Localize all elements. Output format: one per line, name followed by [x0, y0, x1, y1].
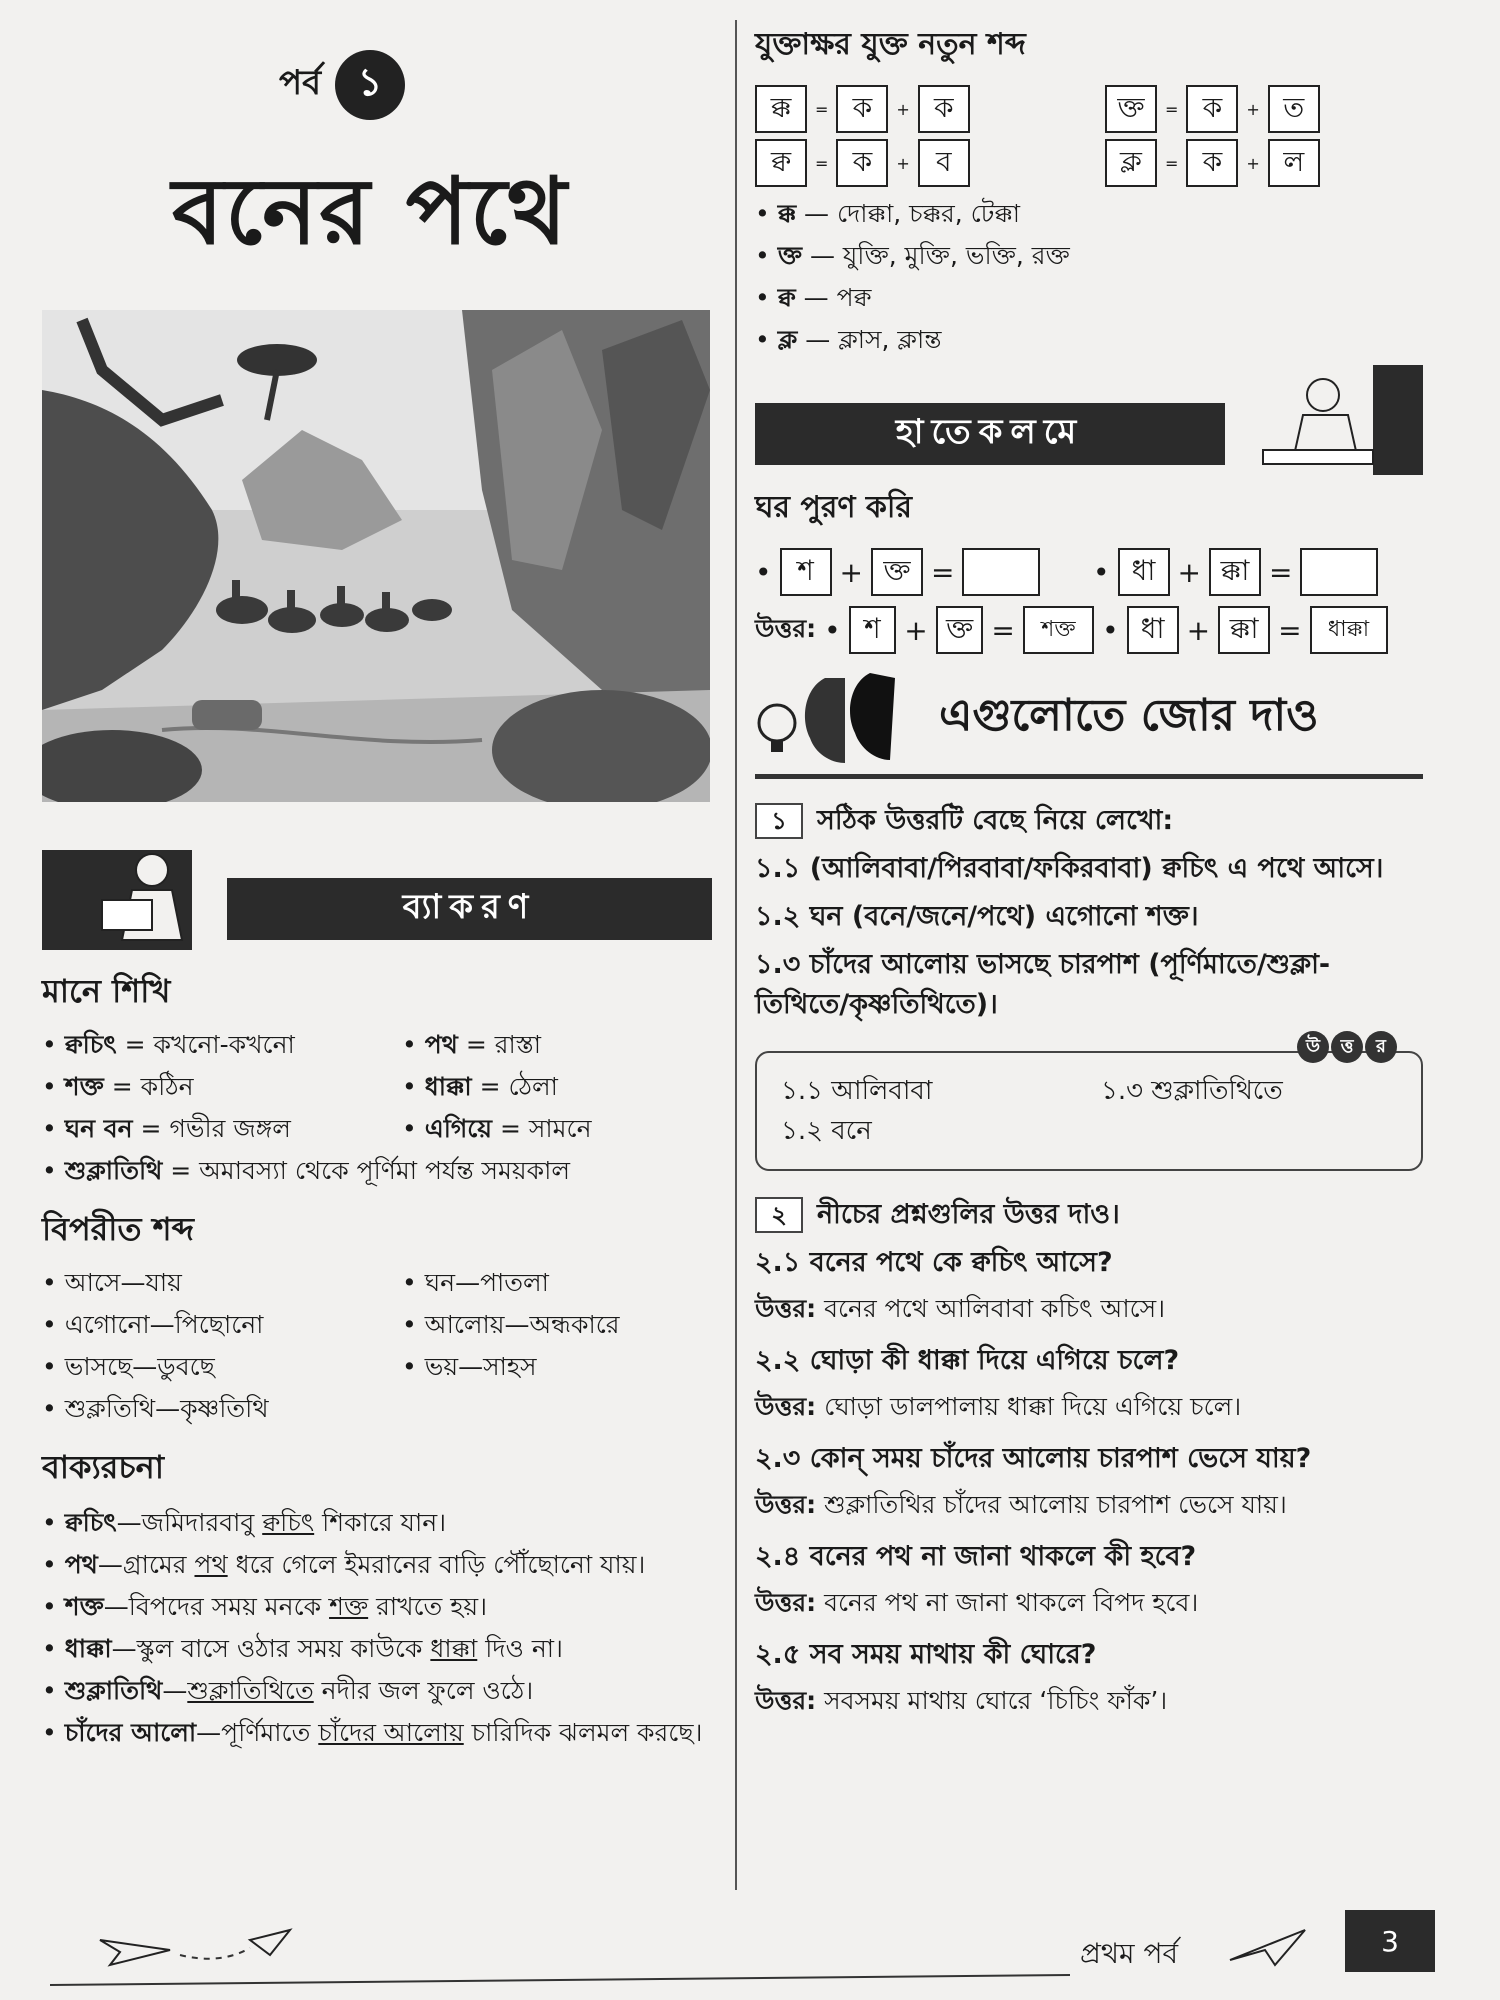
sentence-item: • শুক্লাতিথি—শুক্লাতিথিতে নদীর জল ফুলে ওঠে। [42, 1672, 712, 1710]
meanings-list [42, 1028, 712, 1146]
meaning-item: • শুক্লাতিথি = অমাবস্যা থেকে পূর্ণিমা পর্যন্ত সময়কাল [42, 1154, 712, 1188]
meaning-item: • ক্বচিৎ = কখনো-কখনো [42, 1028, 402, 1062]
sentence-item: • শক্ত—বিপদের সময় মনকে শক্ত রাখতে হয়। [42, 1588, 712, 1626]
column-divider [735, 20, 737, 1890]
footer-label: প্রথম পর্ব [1080, 1937, 1179, 1970]
meaning-item: • ঘন বন = গভীর জঙ্গল [42, 1112, 402, 1146]
meanings-title: মানে শিখি [42, 972, 171, 1010]
antonym-item: • আলোয়—অন্ধকারে [402, 1308, 712, 1342]
sentences-list [42, 1504, 712, 1752]
antonym-item: • ঘন—পাতলা [402, 1266, 712, 1300]
grammar-banner-label: ব্যাকরণ [227, 878, 712, 940]
conjunct-equations [755, 85, 1423, 187]
mcq-question: ১.২ ঘন (বনে/জনে/পথে) এগোনো শক্ত। [755, 901, 1199, 932]
meaning-item: • শক্ত = কঠিন [42, 1070, 402, 1104]
episode-label: পর্ব [278, 62, 321, 103]
short-answer: উত্তর: বনের পথে আলিবাবা কচিৎ আসে। [755, 1294, 1166, 1323]
right-column [755, 20, 1423, 1733]
meaning-item: • এগিয়ে = সামনে [402, 1112, 712, 1146]
lightbulb-heads-icon [755, 668, 925, 768]
section-1-instruction: ১ সঠিক উত্তরটি বেছে নিয়ে লেখো: [755, 801, 1423, 841]
short-question: ২.২ ঘোড়া কী ধাক্কা দিয়ে এগিয়ে চলে? [755, 1345, 1180, 1376]
section-2-instruction: ২ নীচের প্রশ্নগুলির উত্তর দাও। [755, 1195, 1423, 1235]
answer-box [755, 1036, 1423, 1171]
blank-box[interactable] [1300, 548, 1378, 596]
fill-title: ঘর পুরণ করি [755, 490, 913, 525]
blank-box[interactable] [962, 548, 1040, 596]
conjunct-equation: ক্ত = ক + ত [1105, 85, 1405, 133]
fill-exercise: • ধা + ক্কা = [1093, 548, 1378, 596]
meaning-item: • পথ = রাস্তা [402, 1028, 712, 1062]
section-1 [755, 801, 1423, 1171]
reading-boy-icon [42, 840, 212, 950]
sentences-title: বাক্যরচনা [42, 1448, 165, 1486]
fill-exercise-row [755, 548, 1423, 596]
conjunct-example: • ক্ত — যুক্তি, মুক্তি, ভক্তি, রক্ত [755, 237, 1423, 275]
handson-banner [755, 365, 1423, 475]
sentence-item: • ক্বচিৎ—জমিদারবাবু ক্বচিৎ শিকারে যান। [42, 1504, 712, 1542]
sentence-item: • পথ—গ্রামের পথ ধরে গেলে ইমরানের বাড়ি পৌঁছোনো যায়। [42, 1546, 712, 1584]
antonym-item: • ভয়—সাহস [402, 1350, 712, 1384]
left-column [42, 20, 712, 294]
short-answer: উত্তর: বনের পথ না জানা থাকলে বিপদ হবে। [755, 1588, 1199, 1617]
conjunct-equation: ক্ল = ক + ল [1105, 139, 1405, 187]
handson-banner-label: হাতেকলমে [755, 403, 1225, 465]
short-question: ২.১ বনের পথে কে ক্বচিৎ আসে? [755, 1247, 1113, 1278]
episode-number-badge: ১ [335, 50, 405, 120]
answer-tag: উ ত্ত র [1297, 1031, 1397, 1063]
antonym-item: • আসে—যায় [42, 1266, 402, 1300]
conjuncts-title: যুক্তাক্ষর যুক্ত নতুন শব্দ [755, 27, 1026, 62]
answer-item: ১.২ বনে [781, 1116, 872, 1146]
short-question: ২.৪ বনের পথ না জানা থাকলে কী হবে? [755, 1541, 1197, 1572]
meaning-item: • ধাক্কা = ঠেলা [402, 1070, 712, 1104]
conjunct-example: • ক্ল — ক্লাস, ক্লান্ত [755, 321, 1423, 359]
answer-item: ১.১ আলিবাবা [781, 1076, 933, 1106]
paper-plane-icon [1225, 1920, 1315, 1970]
writing-boy-icon [1223, 365, 1423, 475]
antonym-item: • এগোনো—পিছোনো [42, 1308, 402, 1342]
conjunct-example: • ক্ক — দোক্কা, চক্কর, টেক্কা [755, 195, 1423, 233]
page-footer [0, 1900, 1500, 2000]
antonyms-title: বিপরীত শব্দ [42, 1210, 194, 1248]
sentence-item: • ধাক্কা—স্কুল বাসে ওঠার সময় কাউকে ধাক্কা দিও না। [42, 1630, 712, 1668]
sentence-item: • চাঁদের আলো—পূর্ণিমাতে চাঁদের আলোয় চারিদিক ঝলমল করছে। [42, 1714, 712, 1752]
short-question: ২.৫ সব সময় মাথায় কী ঘোরে? [755, 1639, 1097, 1670]
emphasis-header [755, 668, 1423, 779]
short-answer: উত্তর: শুক্লাতিথির চাঁদের আলোয় চারপাশ ভেসে যায়। [755, 1490, 1287, 1519]
forest-path-illustration [42, 310, 710, 802]
fill-answer: • শ + ক্ত = শক্ত [824, 606, 1094, 654]
fill-answer: • ধা + ক্কা = ধাক্কা [1102, 606, 1387, 654]
grammar-section [42, 840, 712, 1756]
fill-answer-row [755, 606, 1423, 654]
mcq-question: ১.৩ চাঁদের আলোয় ভাসছে চারপাশ (পূর্ণিমাতে/শুক্লা-তিথিতে/কৃষ্ণতিথিতে)। [755, 949, 1331, 1020]
conjunct-example: • ক্ব — পক্ব [755, 279, 1423, 317]
fill-exercise: • শ + ক্ত = [755, 548, 1085, 596]
conjunct-examples [755, 195, 1423, 359]
short-answer: উত্তর: সবসময় মাথায় ঘোরে ‘চিচিং ফাঁক’। [755, 1686, 1168, 1715]
antonym-item: • ভাসছে—ডুবছে [42, 1350, 402, 1384]
conjunct-equation: ক্ব = ক + ব [755, 139, 1105, 187]
short-question: ২.৩ কোন্ সময় চাঁদের আলোয় চারপাশ ভেসে যায়? [755, 1443, 1312, 1474]
antonym-item: • শুক্লতিথি—কৃষ্ণতিথি [42, 1392, 712, 1426]
section-2 [755, 1195, 1423, 1719]
chapter-title: বনের পথে [172, 158, 569, 265]
page-number: 3 [1345, 1910, 1435, 1972]
emphasis-title: এগুলোতে জোর দাও [939, 689, 1319, 741]
episode-header [192, 50, 492, 120]
short-answer: উত্তর: ঘোড়া ডালপালায় ধাক্কা দিয়ে এগিয়ে চলে। [755, 1392, 1242, 1421]
answer-item: ১.৩ শুক্লাতিথিতে [1101, 1076, 1283, 1106]
antonyms-list [42, 1266, 712, 1384]
paper-plane-trail-icon [50, 1910, 1090, 1990]
grammar-banner [42, 840, 712, 950]
mcq-question: ১.১ (আলিবাবা/পিরবাবা/ফকিরবাবা) ক্বচিৎ এ পথে আসে। [755, 853, 1384, 884]
answer-label: উত্তর: [755, 613, 817, 643]
conjunct-equation: ক্ক = ক + ক [755, 85, 1105, 133]
